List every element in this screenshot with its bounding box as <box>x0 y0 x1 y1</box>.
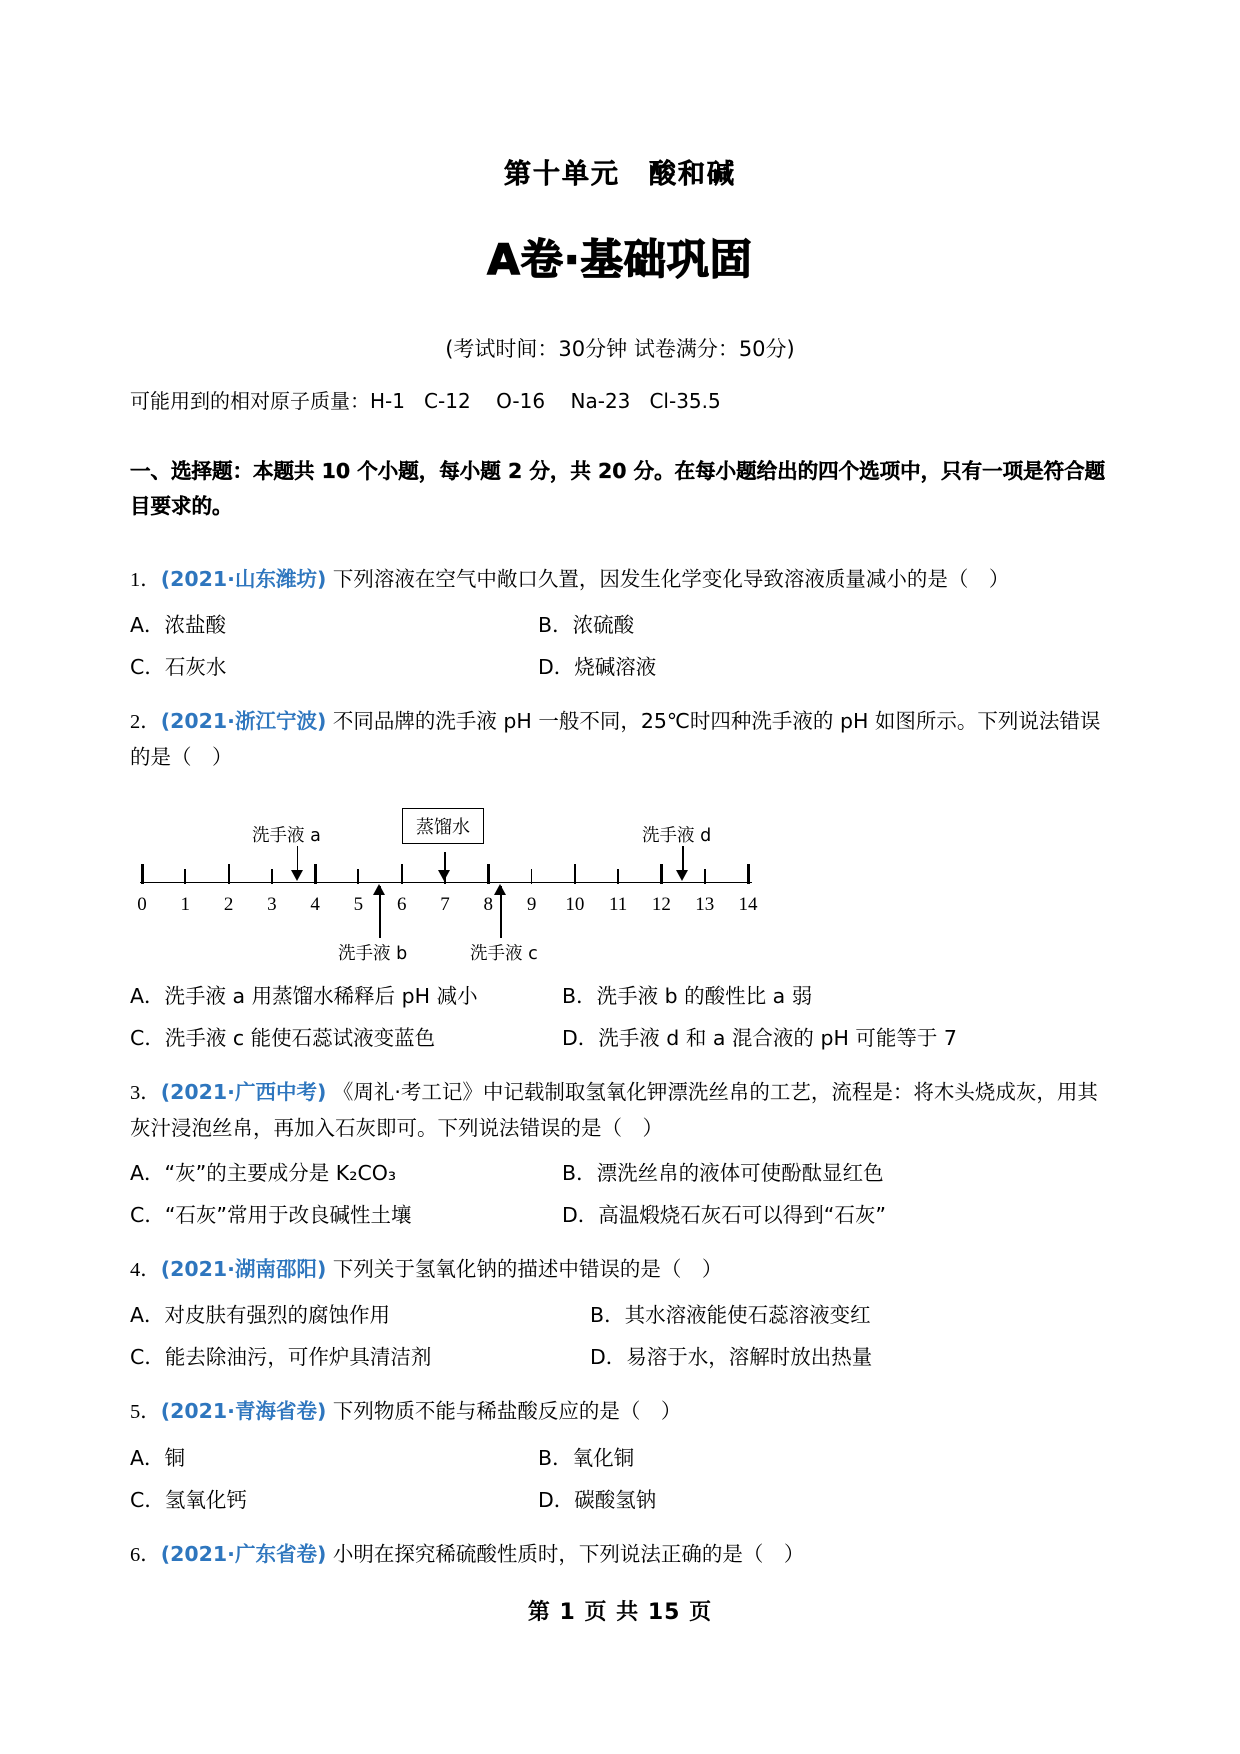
atomic-mass-line: 可能用到的相对原子质量：H-1 C-12 O-16 Na-23 Cl-35.5 <box>130 389 721 413</box>
question-4-number: 4． <box>130 1259 161 1282</box>
question-1-citation: (2021·山东潍坊) <box>160 566 327 591</box>
option-d[interactable]: D．易溶于水，溶解时放出热量 <box>590 1345 873 1370</box>
question-5-stem <box>130 1394 1110 1430</box>
option-c[interactable]: C．石灰水 <box>130 655 227 680</box>
question-3-text: 《周礼·考工记》中记载制取氢氧化钾漂洗丝帛的工艺，流程是：将木头烧成灰，用其灰汁浸泡丝帛，再加入石灰即可。下列说法错误的是（ ） <box>130 1079 1098 1140</box>
axis-tick-3 <box>271 869 273 884</box>
question-1-text: 下列溶液在空气中敞口久置，因发生化学变化导致溶液质量减小的是（ ） <box>326 566 1010 591</box>
page-footer: 第 1 页 共 15 页 <box>527 1600 713 1625</box>
axis-tick-11 <box>617 869 619 884</box>
axis-tick-8 <box>487 864 490 884</box>
figure-label-a: 洗手液 a <box>252 825 321 846</box>
option-row <box>130 1194 1110 1236</box>
option-a[interactable]: A．对皮肤有强烈的腐蚀作用 <box>130 1303 391 1328</box>
question-1-options <box>130 604 1110 688</box>
axis-label-14: 14 <box>738 893 758 915</box>
question-3-options <box>130 1152 1110 1236</box>
axis-tick-13 <box>704 869 706 884</box>
question-6-text: 小明在探究稀硫酸性质时，下列说法正确的是（ ） <box>326 1541 805 1566</box>
marker-arrow-洗手液 a <box>291 870 303 881</box>
axis-label-11: 11 <box>608 893 628 915</box>
question-4-citation: (2021·湖南邵阳) <box>160 1257 327 1282</box>
axis-tick-12 <box>660 864 663 884</box>
question-4 <box>130 1236 1110 1378</box>
axis-label-10: 10 <box>565 893 585 915</box>
option-row <box>130 646 1110 688</box>
axis-label-5: 5 <box>353 893 364 915</box>
axis-tick-9 <box>531 869 533 884</box>
option-d[interactable]: D．洗手液 d 和 a 混合液的 pH 可能等于 7 <box>562 1025 957 1050</box>
paper-title: A卷·基础巩固 <box>487 235 753 284</box>
question-4-text: 下列关于氢氧化钠的描述中错误的是（ ） <box>326 1257 723 1282</box>
axis-label-0: 0 <box>137 893 147 915</box>
question-5 <box>130 1378 1110 1520</box>
question-3 <box>130 1059 1110 1237</box>
option-a[interactable]: A．洗手液 a 用蒸馏水稀释后 pH 减小 <box>130 983 478 1008</box>
question-3-citation: (2021·广西中考) <box>160 1079 327 1104</box>
question-5-options <box>130 1437 1110 1521</box>
question-3-stem <box>130 1075 1110 1147</box>
unit-title: 第十单元 酸和碱 <box>504 159 736 190</box>
option-c[interactable]: C．洗手液 c 能使石蕊试液变蓝色 <box>130 1025 436 1050</box>
option-d[interactable]: D．烧碱溶液 <box>538 655 657 680</box>
question-2-stem <box>130 704 1110 776</box>
figure-box-distilled-water: 蒸馏水 <box>402 808 484 844</box>
option-row <box>130 604 1110 646</box>
option-a[interactable]: A．“灰”的主要成分是 K₂CO₃ <box>130 1161 397 1186</box>
option-b[interactable]: B．漂洗丝帛的液体可使酚酞显红色 <box>562 1161 884 1186</box>
option-c[interactable]: C．能去除油污，可作炉具清洁剂 <box>130 1345 432 1370</box>
option-row <box>130 975 1110 1017</box>
option-row <box>130 1294 1110 1336</box>
question-6 <box>130 1521 1110 1573</box>
question-6-number: 6． <box>130 1543 161 1566</box>
axis-tick-0 <box>141 864 144 884</box>
marker-arrow-洗手液 b <box>373 884 385 895</box>
question-5-citation: (2021·青海省卷) <box>160 1399 327 1424</box>
axis-tick-5 <box>357 869 359 884</box>
question-1-number: 1． <box>130 568 161 591</box>
marker-stem-洗手液 d <box>682 846 684 872</box>
section-heading: 一、选择题：本题共 10 个小题，每小题 2 分，共 20 分。在每小题给出的四个选项中，只有一项是符合题目要求的。 <box>130 458 1106 519</box>
axis-tick-2 <box>228 864 231 884</box>
question-4-stem <box>130 1252 1110 1288</box>
option-d[interactable]: D．高温煅烧石灰石可以得到“石灰” <box>562 1203 887 1228</box>
question-5-text: 下列物质不能与稀盐酸反应的是（ ） <box>326 1399 682 1424</box>
question-6-stem <box>130 1537 1110 1573</box>
option-b[interactable]: B．洗手液 b 的酸性比 a 弱 <box>562 983 813 1008</box>
option-c[interactable]: C．“石灰”常用于改良碱性土壤 <box>130 1203 412 1228</box>
axis-label-12: 12 <box>651 893 671 915</box>
question-3-number: 3． <box>130 1081 161 1104</box>
question-2-options <box>130 975 1110 1059</box>
option-b[interactable]: B．其水溶液能使石蕊溶液变红 <box>590 1303 871 1328</box>
figure-label-b: 洗手液 b <box>338 943 408 964</box>
option-b[interactable]: B．氧化铜 <box>538 1445 635 1470</box>
axis-label-8: 8 <box>483 893 494 915</box>
marker-stem-洗手液 a <box>297 846 299 872</box>
axis-tick-1 <box>184 869 186 884</box>
figure-label-c: 洗手液 c <box>470 943 538 964</box>
option-row <box>130 1152 1110 1194</box>
axis-label-6: 6 <box>396 893 407 915</box>
option-c[interactable]: C．氢氧化钙 <box>130 1487 247 1512</box>
question-2-citation: (2021·浙江宁波) <box>160 709 327 734</box>
marker-arrow-蒸馏水 <box>438 870 450 881</box>
marker-arrow-洗手液 c <box>494 884 506 895</box>
axis-tick-10 <box>574 864 577 884</box>
axis-label-9: 9 <box>526 893 537 915</box>
axis-label-4: 4 <box>310 893 320 915</box>
axis-label-3: 3 <box>267 893 277 915</box>
option-row <box>130 1336 1110 1378</box>
option-b[interactable]: B．浓硫酸 <box>538 613 635 637</box>
question-1-stem <box>130 562 1110 598</box>
question-2-text: 不同品牌的洗手液 pH 一般不同，25℃时四种洗手液的 pH 如图所示。下列说法错误的是（ ） <box>130 709 1101 770</box>
question-2 <box>130 688 1110 1059</box>
question-5-number: 5． <box>130 1401 161 1424</box>
question-6-citation: (2021·广东省卷) <box>160 1541 327 1566</box>
axis-tick-4 <box>314 864 317 884</box>
axis-label-1: 1 <box>180 893 191 915</box>
option-a[interactable]: A．浓盐酸 <box>130 613 227 637</box>
question-1 <box>130 546 1110 688</box>
axis-label-7: 7 <box>440 893 450 915</box>
marker-stem-蒸馏水 <box>444 852 446 872</box>
option-row <box>130 1479 1110 1521</box>
axis-label-13: 13 <box>695 893 715 915</box>
option-d[interactable]: D．碳酸氢钠 <box>538 1487 657 1512</box>
question-4-options <box>130 1294 1110 1378</box>
question-2-number: 2． <box>130 711 161 734</box>
axis-label-2: 2 <box>223 893 234 915</box>
axis-tick-6 <box>401 864 404 884</box>
option-row <box>130 1017 1110 1059</box>
option-a[interactable]: A．铜 <box>130 1445 186 1470</box>
exam-info: (考试时间：30分钟 试卷满分：50分) <box>445 337 795 361</box>
figure-label-d: 洗手液 d <box>642 825 712 846</box>
axis-tick-14 <box>747 864 750 884</box>
option-row <box>130 1437 1110 1479</box>
ph-number-line-figure <box>130 794 1110 969</box>
marker-arrow-洗手液 d <box>676 870 688 881</box>
